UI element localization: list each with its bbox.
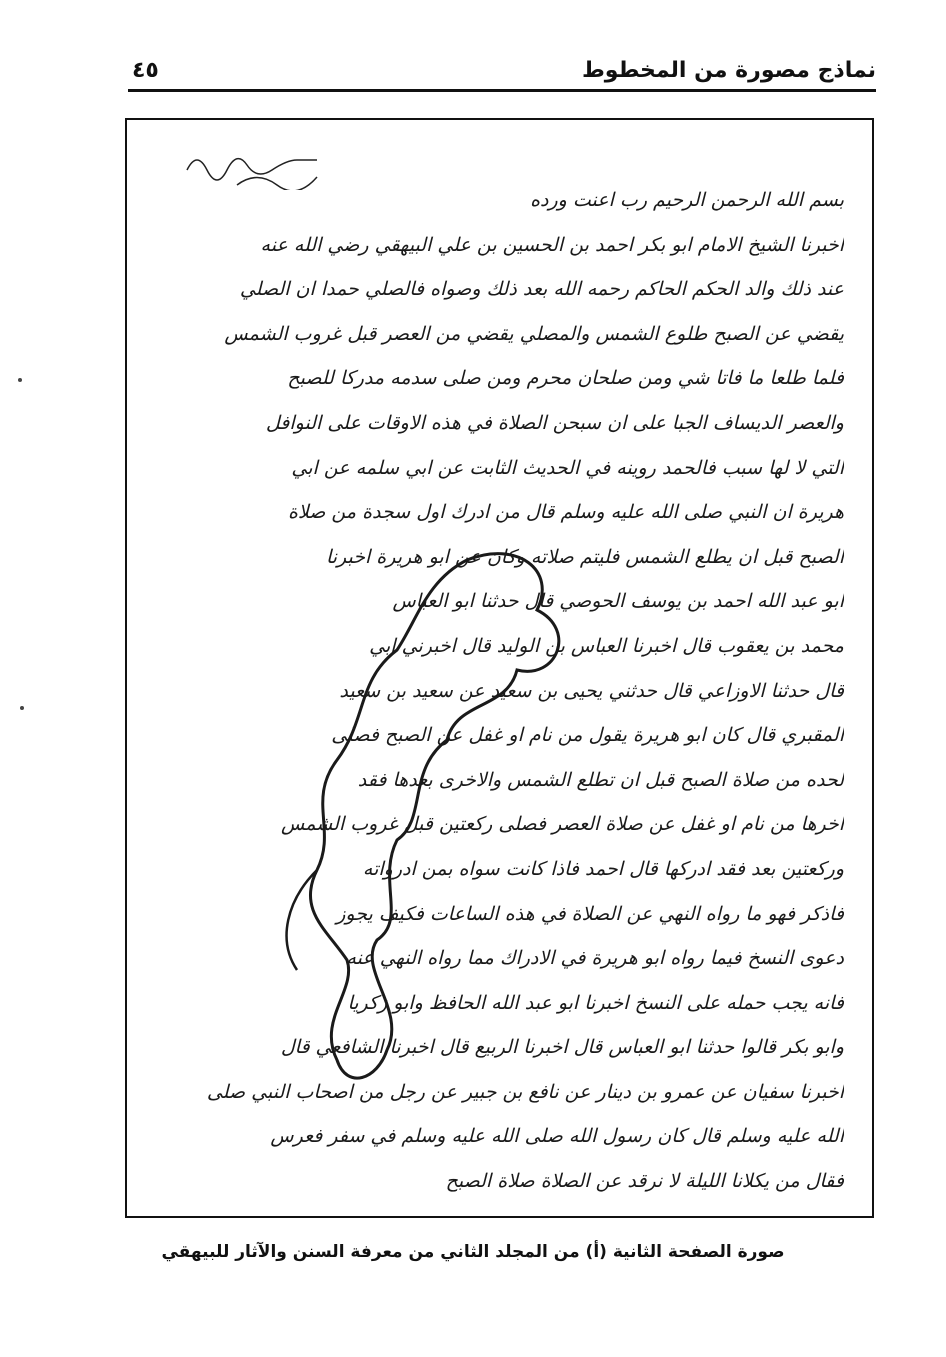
margin-speck [20,706,24,710]
manuscript-line: الله عليه وسلم قال كان رسول الله صلى الله عليه وسلم في سفر فعرس [270,1125,844,1148]
manuscript-line: ابو عبد الله احمد بن يوسف الحوصي قال حدثنا ابو العباس [392,590,844,613]
manuscript-line: اخبرنا سفيان عن عمرو بن دينار عن نافع بن جبير عن رجل من اصحاب النبي صلى [206,1080,844,1103]
manuscript-line: وركعتين بعد فقد ادركها قال احمد فاذا كانت سواه بمن ادرواته [362,857,844,880]
manuscript-line: لحده من صلاة الصبح قبل ان تطلع الشمس والاخرى بعدها فقد [357,768,844,791]
manuscript-line: محمد بن يعقوب قال اخبرنا العباس بن الوليد قال اخبرني ابي [369,634,844,657]
manuscript-frame [125,118,874,1218]
page-header [128,52,876,92]
manuscript-line: الصبح قبل ان يطلع الشمس فليتم صلاته وكان عن ابو هريرة اخبرنا [325,545,844,568]
manuscript-line: فلما طلعا ما فاتا شي ومن صلحان محرم ومن صلى سدمه مدركا للصبح [287,367,844,390]
header-rule [128,89,876,92]
manuscript-line: وابو بكر قالوا حدثنا ابو العباس قال اخبرنا الربيع قال اخبرنا الشافعي قال [280,1036,844,1059]
manuscript-line: المقبري قال كان ابو هريرة يقول من نام او غفل عن الصبح فصلى [331,724,844,747]
manuscript-line: هريرة ان النبي صلى الله عليه وسلم قال من ادرك اول سجدة من صلاة [287,501,844,524]
manuscript-line: فانه يجب حمله على النسخ اخبرنا ابو عبد الله الحافظ وابو زكريا [347,991,844,1014]
manuscript-line: قال حدثنا الاوزاعي قال حدثني يحيى بن سعيد عن سعيد بن سعيد [339,679,844,702]
manuscript-line: التي لا لها سبب فالحمد روينه في الحديث الثابت عن ابي سلمه عن ابي [291,456,844,479]
running-title: نماذج مصورة من المخطوط [581,58,876,83]
manuscript-line: عند ذلك والد الحكم الحاكم رحمه الله بعد ذلك وصواه فالصلي حمدا ان الصلي [239,278,844,301]
figure-caption: صورة الصفحة الثانية (أ) من المجلد الثاني من معرفة السنن والآثار للبيهقي [161,1242,785,1262]
manuscript-line: يقضي عن الصبح طلوع الشمس والمصلي يقضي من العصر قبل غروب الشمس [224,322,844,345]
manuscript-text [155,178,844,1204]
manuscript-line: اخرها من نام او غفل عن صلاة العصر فصلى ركعتين قبل غروب الشمس [281,813,844,836]
manuscript-line: والعصر الديساف الجبا على ان سبحن الصلاة في هذه الاوقات على النوافل [265,411,844,434]
margin-speck [18,378,22,382]
manuscript-line: بسم الله الرحمن الرحيم رب اعنت ورده [530,189,844,211]
page-number: ٤٥ [132,58,159,83]
manuscript-line: فاذكر فهو ما رواه النهي عن الصلاة في هذه الساعات فكيف يجوز [336,902,844,925]
manuscript-line: دعوى النسخ فيما رواه ابو هريرة في الادراك مما رواه النهي عنه [346,947,844,970]
manuscript-line: اخبرنا الشيخ الامام ابو بكر احمد بن الحسين بن علي البيهقي رضي الله عنه [260,233,844,256]
manuscript-line: فقال من يكلانا الليلة لا نرقد عن الصلاة صلاة الصبح [445,1170,844,1193]
